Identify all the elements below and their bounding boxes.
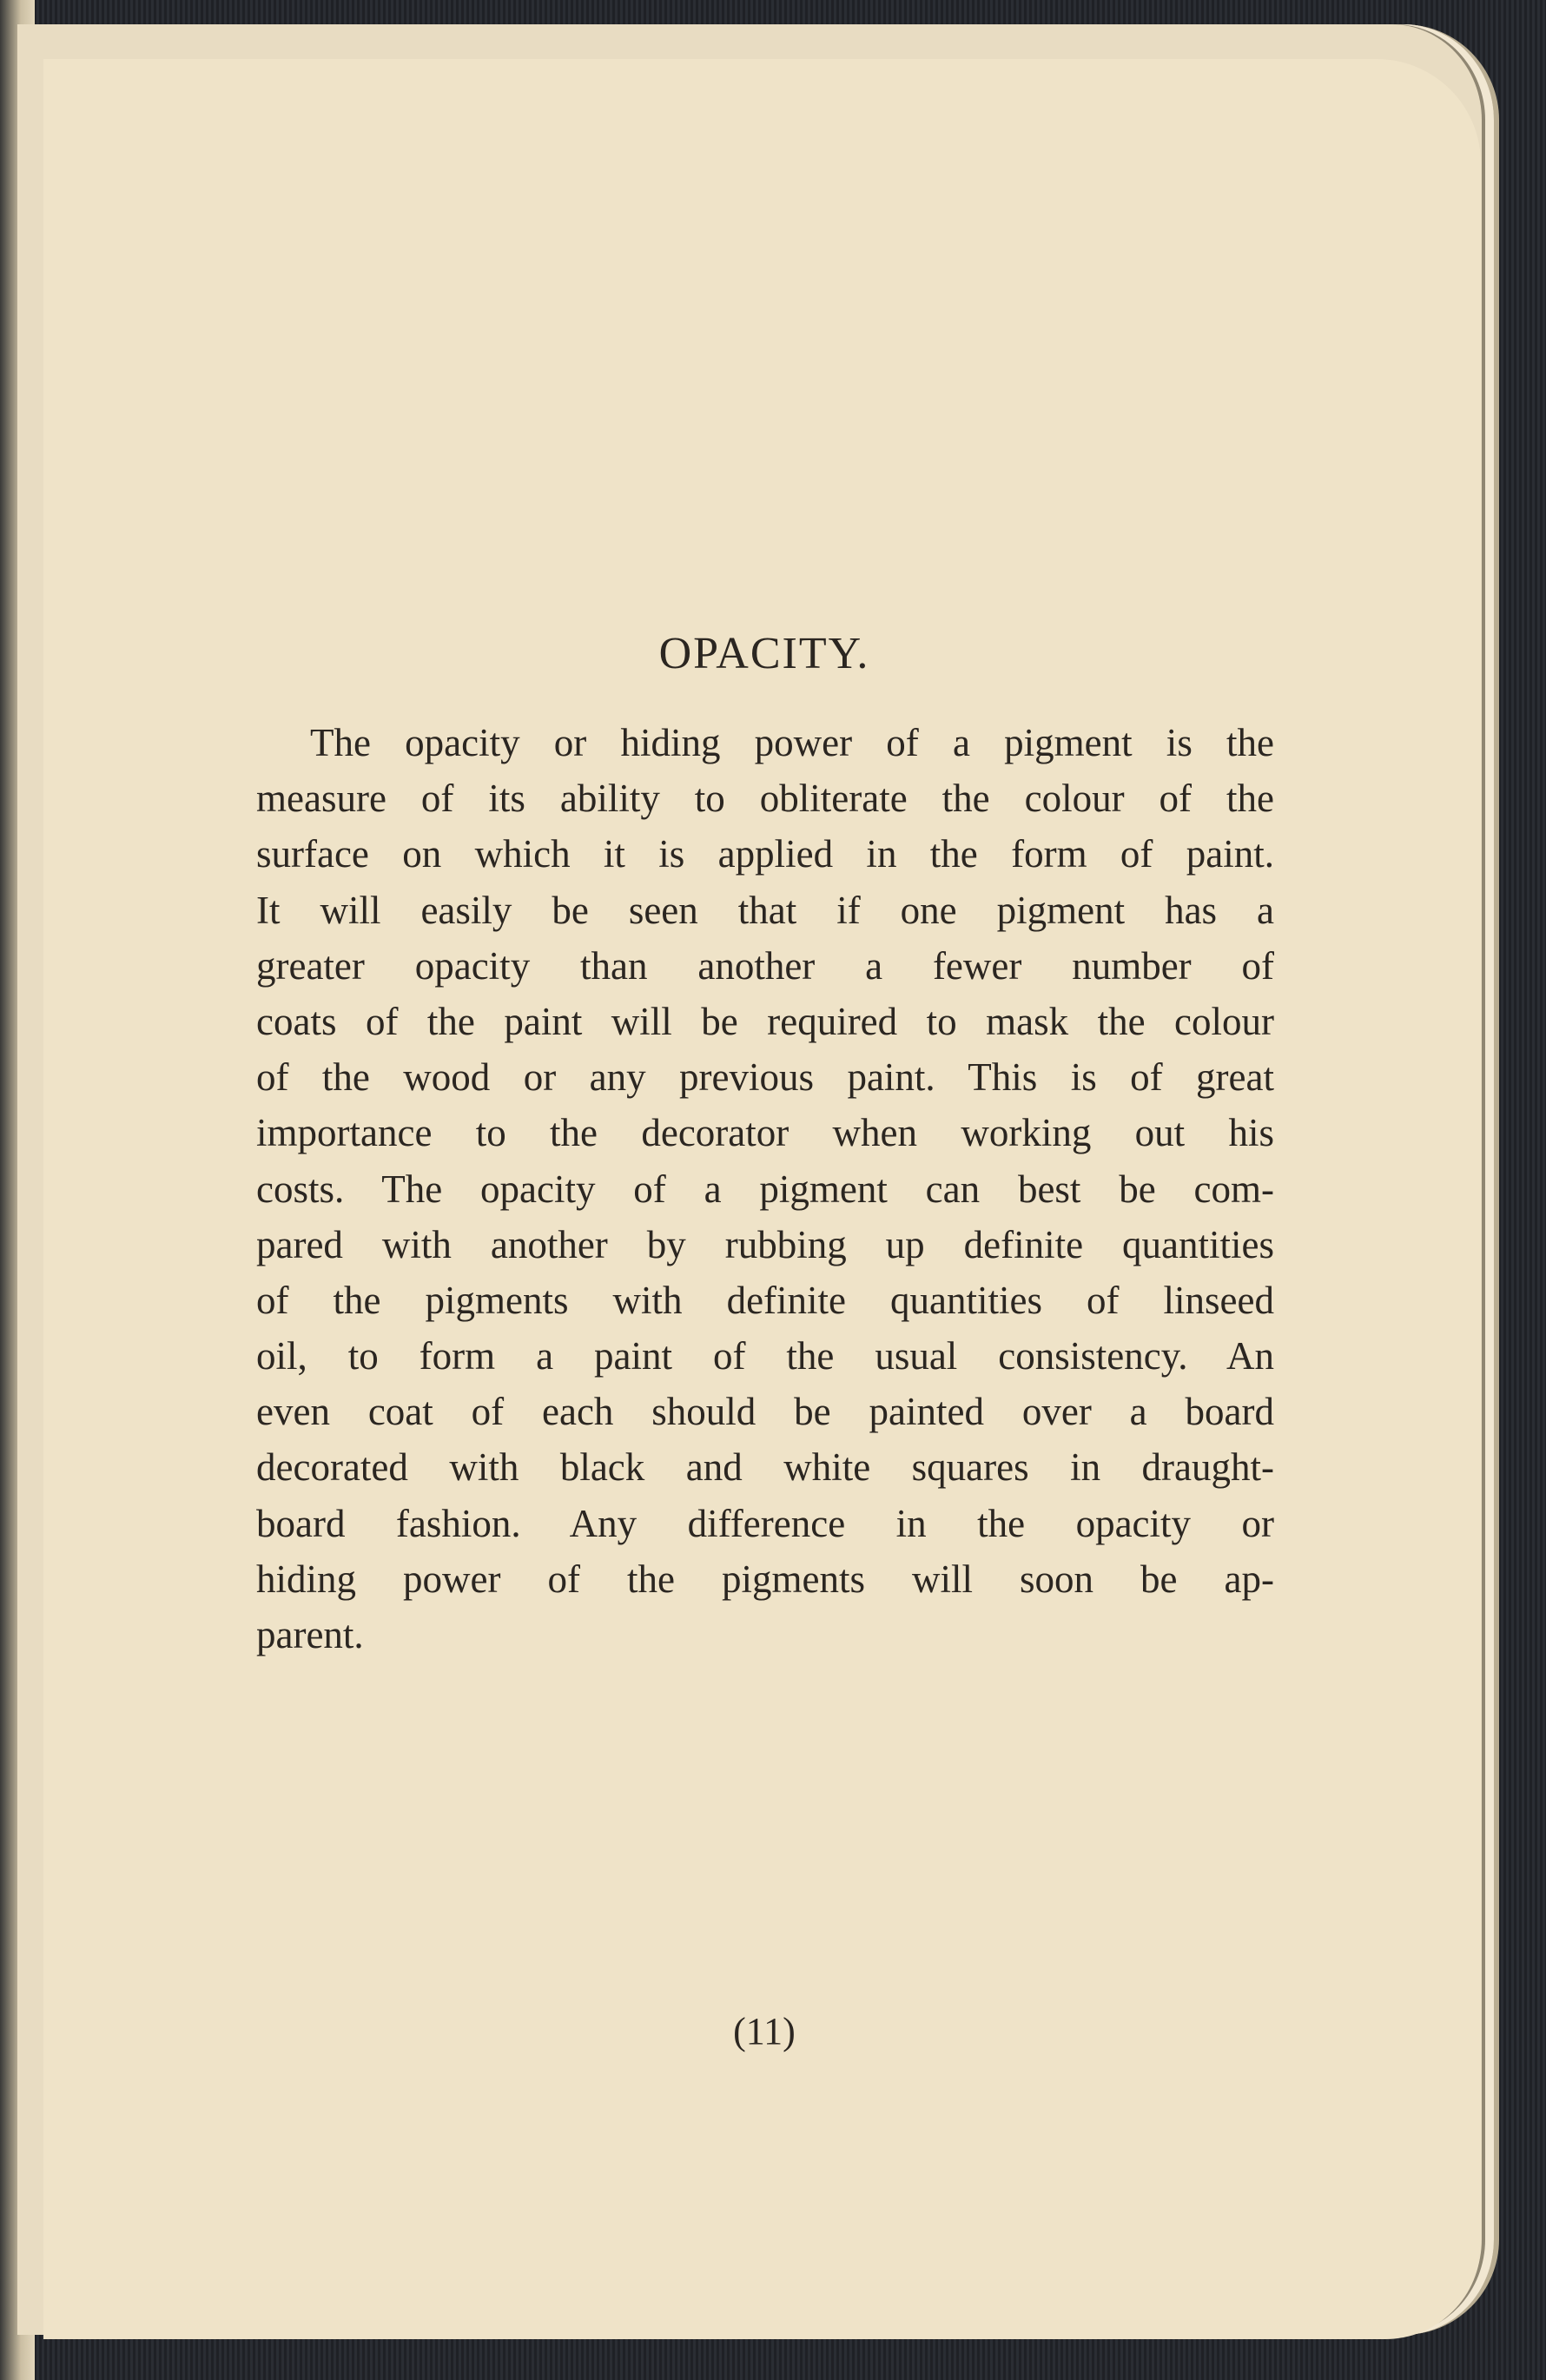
text-line: of the pigments with definite quantities of linseed	[256, 1278, 1274, 1322]
text-line: greater opacity than another a fewer number of	[256, 943, 1274, 988]
text-line: It will easily be seen that if one pigment has a	[256, 888, 1274, 932]
text-line: decorated with black and white squares in draught-	[256, 1445, 1274, 1490]
text-line: measure of its ability to obliterate the colour of the	[256, 777, 1274, 821]
text-line: importance to the decorator when working out his	[256, 1111, 1274, 1155]
text-line: of the wood or any previous paint. This is of great	[256, 1055, 1274, 1100]
text-line: parent.	[256, 1613, 364, 1656]
text-line: costs. The opacity of a pigment can best be com-	[256, 1167, 1274, 1211]
page-stack	[17, 24, 1499, 2335]
text-line: pared with another by rubbing up definite quantities	[256, 1222, 1274, 1266]
text-line: hiding power of the pigments will soon be ap-	[256, 1557, 1274, 1601]
text-line: coats of the paint will be required to mask the colour	[256, 999, 1274, 1043]
page-heading: OPACITY.	[658, 629, 870, 678]
text-line: even coat of each should be painted over a board	[256, 1390, 1274, 1434]
text-line: surface on which it is applied in the form of paint.	[256, 832, 1274, 876]
page-number: (11)	[733, 2010, 796, 2053]
text-line: The opacity or hiding power of a pigment is the	[310, 721, 1274, 764]
book-page	[43, 59, 1481, 2339]
text-line: board fashion. Any difference in the opacity or	[256, 1501, 1274, 1545]
text-line: oil, to form a paint of the usual consistency. An	[256, 1334, 1274, 1378]
paragraph	[256, 715, 1274, 1663]
